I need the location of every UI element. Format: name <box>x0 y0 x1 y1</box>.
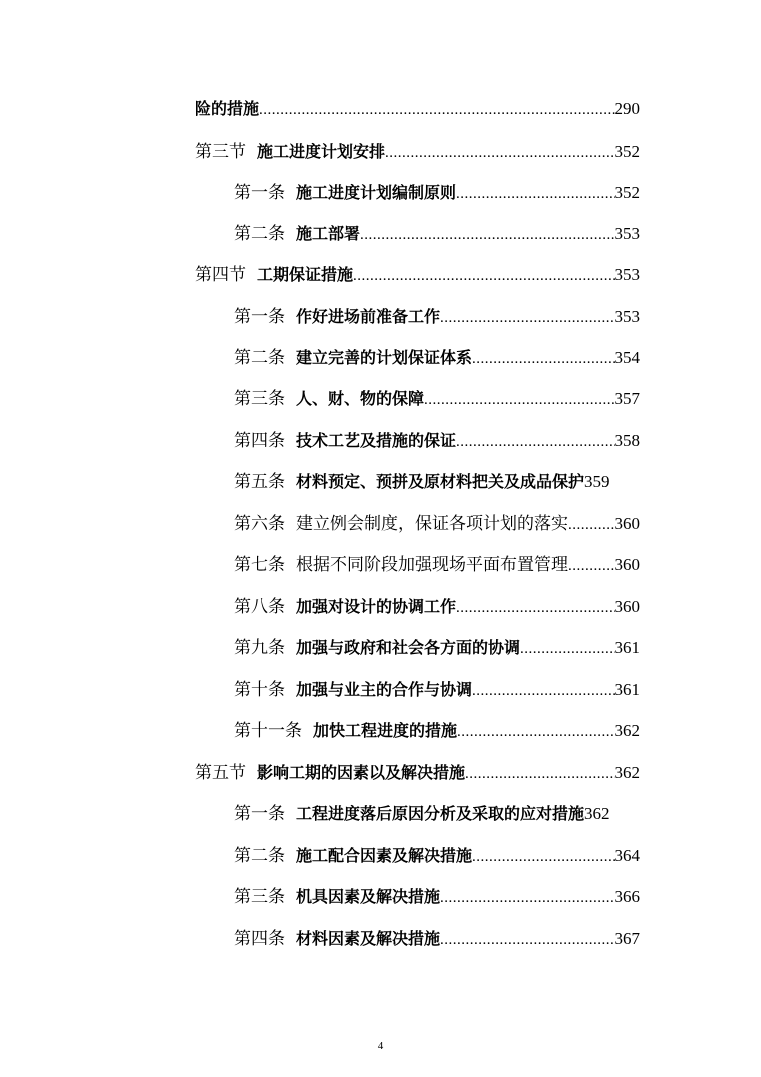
toc-article-entry <box>234 386 640 412</box>
toc-entry-page: 290 <box>614 99 640 118</box>
toc-entry-prefix: 第十一条 <box>234 721 302 741</box>
toc-article-entry <box>234 428 640 454</box>
toc-section-entry <box>195 139 640 165</box>
toc-entry-prefix: 第五条 <box>234 472 285 492</box>
toc-entry-prefix: 第四条 <box>234 929 285 949</box>
toc-entry-prefix: 第十条 <box>234 680 285 700</box>
toc-entry-prefix: 第二条 <box>234 846 285 866</box>
toc-section-entry <box>195 760 640 786</box>
toc-entry-title: 施工配合因素及解决措施 <box>296 846 473 865</box>
toc-leader-dots <box>520 636 614 661</box>
toc-leader-dots <box>472 678 614 703</box>
toc-entry-title: 加强对设计的协调工作 <box>296 597 457 616</box>
toc-entry-prefix: 第三节 <box>195 142 246 162</box>
toc-entry-title: 材料因素及解决措施 <box>296 929 441 948</box>
toc-entry-page: 362 <box>614 763 640 782</box>
toc-entry-page: 352 <box>614 183 640 202</box>
toc-entry-prefix: 第一条 <box>234 307 285 327</box>
toc-entry-prefix: 第二条 <box>234 224 285 244</box>
toc-entry-page: 357 <box>614 389 640 408</box>
toc-article-entry <box>234 926 640 952</box>
toc-entry-prefix: 第一条 <box>234 183 285 203</box>
toc-article-entry <box>234 677 640 703</box>
toc-entry-title: 人、财、物的保障 <box>296 389 425 408</box>
toc-entry-title: 影响工期的因素以及解决措施 <box>257 763 466 782</box>
toc-entry-title: 加快工程进度的措施 <box>313 721 458 740</box>
toc-article-entry <box>234 511 640 537</box>
toc-entry-title: 工程进度落后原因分析及采取的应对措施 <box>296 804 585 823</box>
toc-leader-dots <box>353 263 614 288</box>
toc-article-entry <box>234 221 640 247</box>
toc-entry-title: 材料预定、预拼及原材料把关及成品保护 <box>296 472 585 491</box>
toc-article-entry <box>234 801 661 827</box>
toc-article-entry <box>234 304 640 330</box>
toc-leader-dots <box>360 222 614 247</box>
toc-leader-dots <box>472 346 614 371</box>
toc-leader-dots <box>456 181 614 206</box>
toc-article-entry <box>234 345 640 371</box>
toc-entry-page: 360 <box>614 555 640 574</box>
toc-entry-title: 建立完善的计划保证体系 <box>296 348 473 367</box>
toc-entry-page: 360 <box>614 597 640 616</box>
toc-article-entry <box>234 469 661 495</box>
toc-entry-title: 加强与业主的合作与协调 <box>296 680 473 699</box>
toc-entry-page: 367 <box>614 929 640 948</box>
toc-entry-page: 361 <box>614 638 640 657</box>
toc-entry-title: 工期保证措施 <box>257 265 354 284</box>
toc-leader-dots <box>424 387 614 412</box>
toc-leader-dots <box>440 305 614 330</box>
toc-article-entry <box>234 884 640 910</box>
toc-section-entry <box>195 262 640 288</box>
toc-entry-prefix: 第五节 <box>195 763 246 783</box>
toc-leader-dots <box>456 429 614 454</box>
toc-entry-prefix: 第二条 <box>234 348 285 368</box>
toc-entry-page: 359 <box>584 472 610 491</box>
toc-entry-prefix: 第九条 <box>234 638 285 658</box>
toc-entry-page: 353 <box>614 224 640 243</box>
toc-entry-title: 建立例会制度，保证各项计划的落实 <box>296 514 568 534</box>
toc-article-entry <box>234 180 640 206</box>
toc-entry-prefix: 第一条 <box>234 804 285 824</box>
toc-entry-page: 353 <box>614 307 640 326</box>
toc-article-entry <box>234 552 640 578</box>
toc-leader-dots <box>465 761 614 786</box>
toc-entry-title: 作好进场前准备工作 <box>296 307 441 326</box>
toc-entry-prefix: 第三条 <box>234 389 285 409</box>
toc-entry-title: 施工部署 <box>296 224 361 243</box>
toc-leader-dots <box>568 553 615 578</box>
toc-entry-page: 358 <box>614 431 640 450</box>
toc-article-entry <box>234 843 640 869</box>
toc-entry-page: 352 <box>614 142 640 161</box>
toc-entry-title: 施工进度计划编制原则 <box>296 183 457 202</box>
page-number: 4 <box>377 1040 384 1052</box>
toc-entry-prefix: 第四节 <box>195 265 246 285</box>
toc-entry-title: 施工进度计划安排 <box>257 142 386 161</box>
toc-entry-title: 根据不同阶段加强现场平面布置管理 <box>296 555 568 575</box>
toc-entry-prefix: 第三条 <box>234 887 285 907</box>
toc-leader-dots <box>440 885 614 910</box>
toc-entry-title: 机具因素及解决措施 <box>296 887 441 906</box>
toc-entry <box>195 96 640 122</box>
toc-entry-page: 366 <box>614 887 640 906</box>
toc-entry-prefix: 第七条 <box>234 555 285 575</box>
toc-leader-dots <box>385 140 614 165</box>
toc-leader-dots <box>568 512 615 537</box>
toc-entry-page: 354 <box>614 348 640 367</box>
toc-leader-dots <box>472 844 614 869</box>
toc-article-entry <box>234 718 640 744</box>
toc-entry-title: 技术工艺及措施的保证 <box>296 431 457 450</box>
toc-leader-dots <box>457 719 614 744</box>
toc-entry-prefix: 第四条 <box>234 431 285 451</box>
toc-entry-page: 364 <box>614 846 640 865</box>
toc-leader-dots <box>259 97 614 122</box>
toc-article-entry <box>234 594 640 620</box>
toc-entry-page: 362 <box>614 721 640 740</box>
toc-entry-prefix: 第八条 <box>234 597 285 617</box>
toc-entry-title: 险的措施 <box>195 99 260 118</box>
toc-entry-title: 加强与政府和社会各方面的协调 <box>296 638 521 657</box>
toc-entry-page: 362 <box>584 804 610 823</box>
toc-entry-page: 361 <box>614 680 640 699</box>
toc-leader-dots <box>456 595 614 620</box>
toc-article-entry <box>234 635 640 661</box>
toc-entry-page: 353 <box>614 265 640 284</box>
toc-entry-prefix: 第六条 <box>234 514 285 534</box>
toc-leader-dots <box>440 927 614 952</box>
toc-entry-page: 360 <box>614 514 640 533</box>
